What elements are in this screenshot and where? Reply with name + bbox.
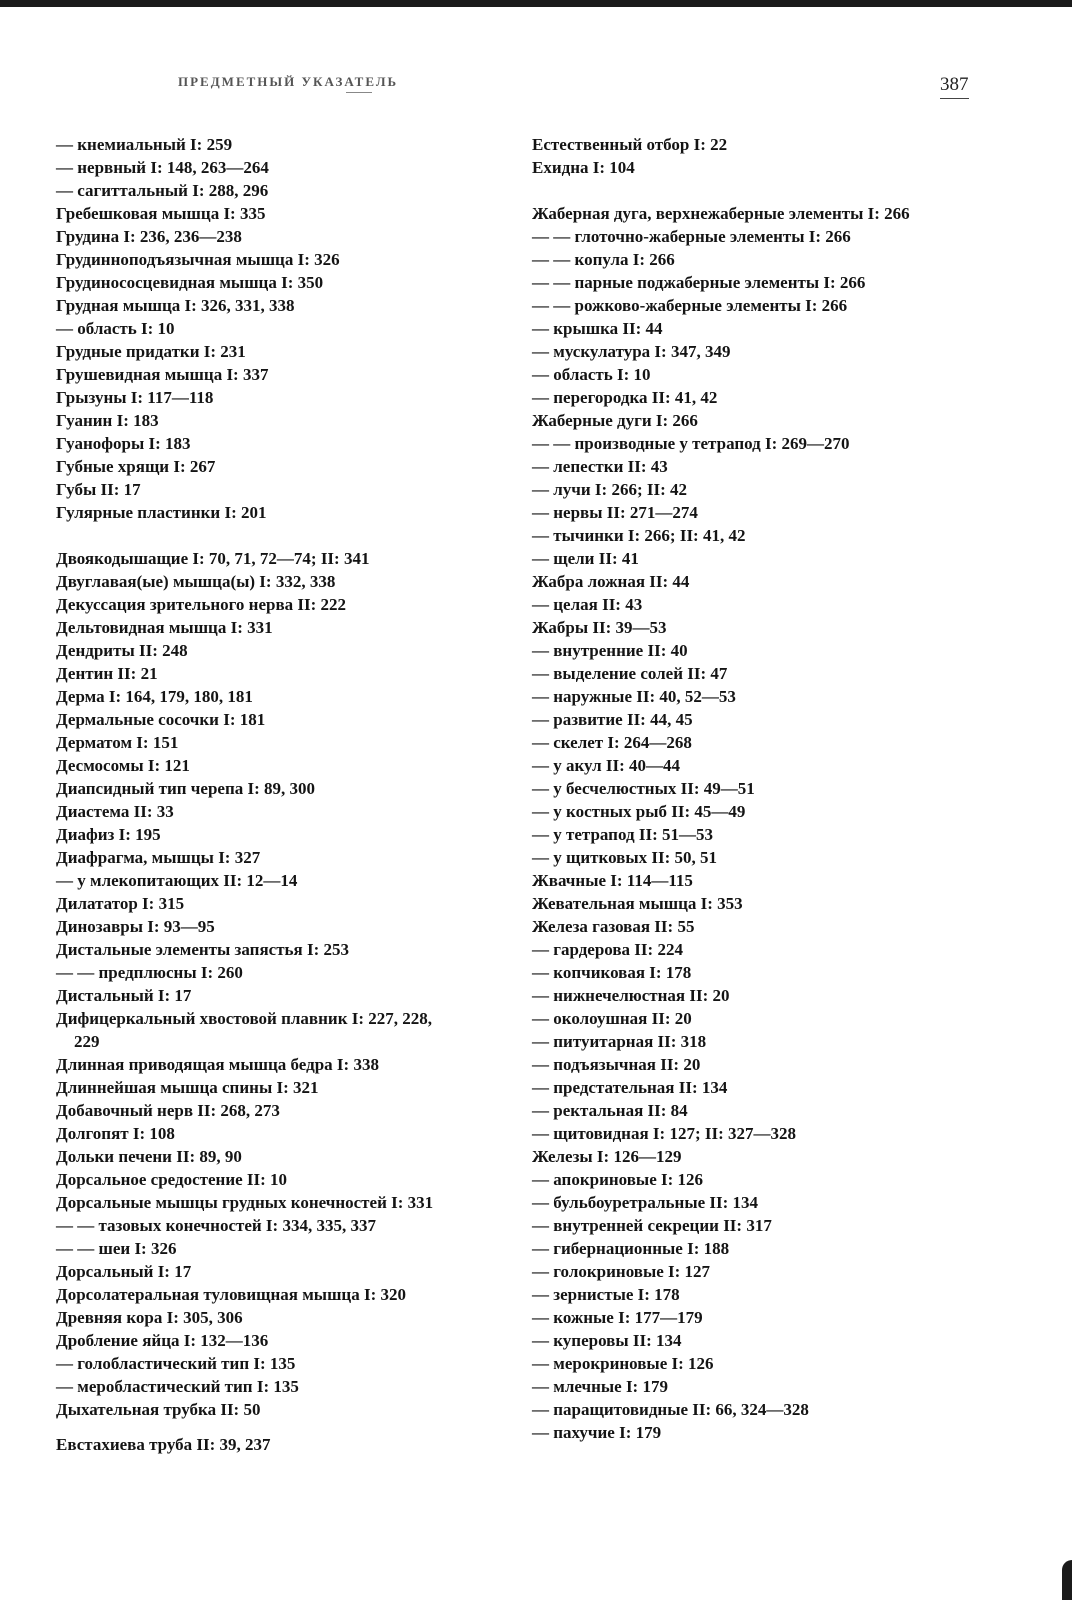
index-column-right xyxy=(532,133,982,1444)
index-entry: — область I: 10 xyxy=(56,319,175,338)
index-entry: Дендриты II: 248 xyxy=(56,641,188,660)
page-top-edge xyxy=(0,0,1072,7)
index-entry: Декуссация зрительного нерва II: 222 xyxy=(56,595,347,614)
page-corner-mark xyxy=(1062,1560,1072,1600)
index-entry: — внутренней секреции II: 317 xyxy=(532,1216,772,1235)
index-entry: Дилататор I: 315 xyxy=(56,894,185,913)
index-entry: — кнемиальный I: 259 xyxy=(56,135,233,154)
page-number: 387 xyxy=(940,74,969,99)
index-entry: — голокриновые I: 127 xyxy=(532,1262,711,1281)
index-entry: Жвачные I: 114—115 xyxy=(532,871,693,890)
index-entry: Дистальный I: 17 xyxy=(56,986,192,1005)
index-entry: Дентин II: 21 xyxy=(56,664,158,683)
index-entry: Дыхательная трубка II: 50 xyxy=(56,1400,261,1419)
index-entry: Гребешковая мышца I: 335 xyxy=(56,204,266,223)
index-entry: — подъязычная II: 20 xyxy=(532,1055,701,1074)
index-entry: Диапсидный тип черепа I: 89, 300 xyxy=(56,779,316,798)
index-entry: — нижнечелюстная II: 20 xyxy=(532,986,730,1005)
index-entry: Двоякодышащие I: 70, 71, 72—74; II: 341 xyxy=(56,549,370,568)
index-entry: Дорсальные мышцы грудных конечностей I: 331 xyxy=(56,1193,434,1212)
index-entry: — меробластический тип I: 135 xyxy=(56,1377,299,1396)
index-entry: Длиннейшая мышца спины I: 321 xyxy=(56,1078,319,1097)
index-entry: — область I: 10 xyxy=(532,365,651,384)
index-entry: — крышка II: 44 xyxy=(532,319,663,338)
index-entry: — перегородка II: 41, 42 xyxy=(532,388,718,407)
index-entry: Грызуны I: 117—118 xyxy=(56,388,214,407)
index-entry: Жаберная дуга, верхнежаберные элементы I: 266 xyxy=(532,204,910,223)
index-entry: Добавочный нерв II: 268, 273 xyxy=(56,1101,280,1120)
index-entry: — пахучие I: 179 xyxy=(532,1423,662,1442)
index-entry: Жевательная мышца I: 353 xyxy=(532,894,743,913)
index-entry: — выделение солей II: 47 xyxy=(532,664,728,683)
index-entry: Грудная мышца I: 326, 331, 338 xyxy=(56,296,295,315)
index-entry: Железы I: 126—129 xyxy=(532,1147,682,1166)
index-entry: — куперовы II: 134 xyxy=(532,1331,682,1350)
index-entry: — мускулатура I: 347, 349 xyxy=(532,342,731,361)
index-entry: — голобластический тип I: 135 xyxy=(56,1354,296,1373)
index-entry: — щели II: 41 xyxy=(532,549,639,568)
index-entry: Дерма I: 164, 179, 180, 181 xyxy=(56,687,253,706)
index-entry: Грудина I: 236, 236—238 xyxy=(56,227,242,246)
index-entry: Евстахиева труба II: 39, 237 xyxy=(56,1435,271,1454)
index-entry: Диафиз I: 195 xyxy=(56,825,161,844)
index-entry: Гуанофоры I: 183 xyxy=(56,434,191,453)
index-entry: Длинная приводящая мышца бедра I: 338 xyxy=(56,1055,379,1074)
index-entry: — у костных рыб II: 45—49 xyxy=(532,802,746,821)
index-entry: — у тетрапод II: 51—53 xyxy=(532,825,713,844)
index-entry: — — производные у тетрапод I: 269—270 xyxy=(532,434,850,453)
index-entry: — ректальная II: 84 xyxy=(532,1101,688,1120)
index-entry: — — шеи I: 326 xyxy=(56,1239,177,1258)
index-entry: Жабры II: 39—53 xyxy=(532,618,667,637)
running-title: ПРЕДМЕТНЫЙ УКАЗАТЕЛЬ xyxy=(178,74,399,89)
index-entry: Древняя кора I: 305, 306 xyxy=(56,1308,243,1327)
index-entry: Двуглавая(ые) мышца(ы) I: 332, 338 xyxy=(56,572,336,591)
index-entry: Дистальные элементы запястья I: 253 xyxy=(56,940,350,959)
index-entry: Ехидна I: 104 xyxy=(532,158,635,177)
index-entry: — лепестки II: 43 xyxy=(532,457,668,476)
index-entry: — нервный I: 148, 263—264 xyxy=(56,158,269,177)
index-entry: Грушевидная мышца I: 337 xyxy=(56,365,269,384)
index-entry: — наружные II: 40, 52—53 xyxy=(532,687,736,706)
index-entry: Естественный отбор I: 22 xyxy=(532,135,728,154)
index-entry: Десмосомы I: 121 xyxy=(56,756,190,775)
index-entry: Жабра ложная II: 44 xyxy=(532,572,690,591)
index-entry: — гибернационные I: 188 xyxy=(532,1239,730,1258)
index-entry: — — предплюсны I: 260 xyxy=(56,963,243,982)
index-entry: — кожные I: 177—179 xyxy=(532,1308,703,1327)
index-entry: Грудинноподъязычная мышца I: 326 xyxy=(56,250,340,269)
index-entry: Дермальные сосочки I: 181 xyxy=(56,710,266,729)
index-entry: Губы II: 17 xyxy=(56,480,141,499)
index-entry: — питуитарная II: 318 xyxy=(532,1032,707,1051)
index-entry: — щитовидная I: 127; II: 327—328 xyxy=(532,1124,796,1143)
index-entry: Гулярные пластинки I: 201 xyxy=(56,503,267,522)
index-entry: — сагиттальный I: 288, 296 xyxy=(56,181,269,200)
index-entry: — — парные поджаберные элементы I: 266 xyxy=(532,273,866,292)
index-entry: — апокриновые I: 126 xyxy=(532,1170,704,1189)
index-entry-continuation: 229 xyxy=(74,1032,100,1051)
index-entry: — — копула I: 266 xyxy=(532,250,675,269)
index-entry: Дорсолатеральная туловищная мышца I: 320 xyxy=(56,1285,407,1304)
index-entry: Дельтовидная мышца I: 331 xyxy=(56,618,273,637)
index-entry: — внутренние II: 40 xyxy=(532,641,688,660)
index-entry: — у бесчелюстных II: 49—51 xyxy=(532,779,755,798)
index-entry: — у млекопитающих II: 12—14 xyxy=(56,871,298,890)
index-entry: Грудные придатки I: 231 xyxy=(56,342,246,361)
index-entry: Жаберные дуги I: 266 xyxy=(532,411,698,430)
index-entry: — — тазовых конечностей I: 334, 335, 337 xyxy=(56,1216,376,1235)
index-entry: — лучи I: 266; II: 42 xyxy=(532,480,688,499)
index-entry: Гуанин I: 183 xyxy=(56,411,159,430)
index-entry: — нервы II: 271—274 xyxy=(532,503,698,522)
index-entry: — тычинки I: 266; II: 41, 42 xyxy=(532,526,746,545)
index-entry: — предстательная II: 134 xyxy=(532,1078,728,1097)
index-entry: Дорсальный I: 17 xyxy=(56,1262,192,1281)
index-entry: Дробление яйца I: 132—136 xyxy=(56,1331,269,1350)
index-entry: — скелет I: 264—268 xyxy=(532,733,692,752)
index-entry: Дерматом I: 151 xyxy=(56,733,179,752)
index-entry: — паращитовидные II: 66, 324—328 xyxy=(532,1400,809,1419)
index-entry: — бульбоуретральные II: 134 xyxy=(532,1193,759,1212)
index-entry: — околоушная II: 20 xyxy=(532,1009,692,1028)
index-entry: Железа газовая II: 55 xyxy=(532,917,695,936)
header-underline xyxy=(346,92,372,93)
index-entry: Долгопят I: 108 xyxy=(56,1124,175,1143)
index-entry: Губные хрящи I: 267 xyxy=(56,457,216,476)
index-entry: Динозавры I: 93—95 xyxy=(56,917,215,936)
index-entry: — гардерова II: 224 xyxy=(532,940,683,959)
index-entry: — копчиковая I: 178 xyxy=(532,963,692,982)
index-entry: Диафрагма, мышцы I: 327 xyxy=(56,848,261,867)
index-entry: — мерокриновые I: 126 xyxy=(532,1354,714,1373)
index-entry: — у акул II: 40—44 xyxy=(532,756,681,775)
index-entry: — развитие II: 44, 45 xyxy=(532,710,693,729)
index-entry: — целая II: 43 xyxy=(532,595,643,614)
index-entry: — у щитковых II: 50, 51 xyxy=(532,848,717,867)
index-entry: Дифицеркальный хвостовой плавник I: 227, 228, xyxy=(56,1009,433,1028)
index-entry: Грудинососцевидная мышца I: 350 xyxy=(56,273,324,292)
index-entry: Диастема II: 33 xyxy=(56,802,174,821)
index-entry: Дорсальное средостение II: 10 xyxy=(56,1170,288,1189)
index-entry: — — рожково-жаберные элементы I: 266 xyxy=(532,296,848,315)
index-entry: — зернистые I: 178 xyxy=(532,1285,680,1304)
index-column-left xyxy=(56,133,506,1456)
index-entry: — — глоточно-жаберные элементы I: 266 xyxy=(532,227,851,246)
index-entry: — млечные I: 179 xyxy=(532,1377,668,1396)
index-entry: Дольки печени II: 89, 90 xyxy=(56,1147,242,1166)
